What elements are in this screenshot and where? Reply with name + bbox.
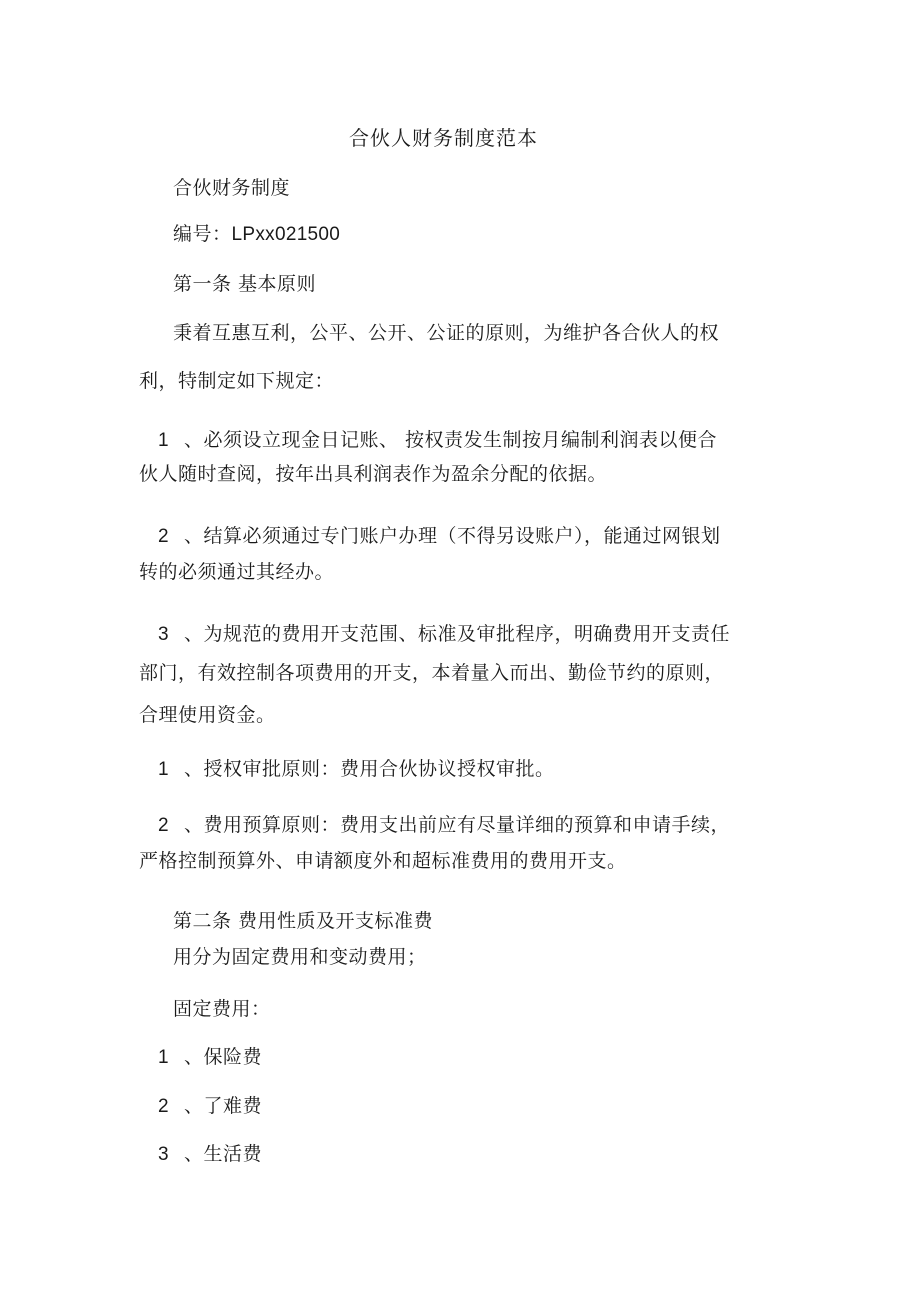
- rule-item-3-line-3: 合理使用资金。: [139, 704, 276, 726]
- fixed-cost-item-2-label: 、了难费: [184, 1095, 263, 1117]
- rule-item-2-line-1: [158, 524, 721, 549]
- fixed-cost-item-1-number: 1: [158, 1047, 170, 1068]
- rule-item-1-line-2: 伙人随时查阅，按年出具利润表作为盈余分配的依据。: [139, 463, 608, 485]
- rule-item-2-line-2: 转的必须通过其经办。: [139, 561, 335, 583]
- document-title: 合伙人财务制度范本: [349, 126, 538, 150]
- document-number-value: LPxx021500: [231, 224, 341, 245]
- article2-line-2: 用分为固定费用和变动费用；: [173, 946, 427, 968]
- rule-item-1-number: 1: [158, 430, 170, 451]
- fixed-cost-item-3-number: 3: [158, 1144, 170, 1165]
- fixed-cost-item-1: [158, 1045, 262, 1070]
- fixed-cost-item-3: [158, 1142, 262, 1167]
- fixed-costs-label: 固定费用：: [173, 998, 271, 1020]
- principle-1-line-1: [158, 757, 555, 782]
- article1-heading: 第一条 基本原则: [173, 273, 317, 295]
- rule-item-1-text: 、必须设立现金日记账、 按权责发生制按月编制利润表以便合: [184, 429, 718, 451]
- principle-2-number: 2: [158, 815, 170, 836]
- principle-2-line-2: 严格控制预算外、申请额度外和超标准费用的费用开支。: [139, 850, 627, 872]
- intro-paragraph-line-1: 秉着互惠互利，公平、公开、公证的原则，为维护各合伙人的权: [173, 322, 720, 344]
- rule-item-3-number: 3: [158, 624, 170, 645]
- fixed-cost-item-2-number: 2: [158, 1096, 170, 1117]
- intro-paragraph-line-2: 利，特制定如下规定：: [139, 370, 335, 392]
- document-number-label: 编号：: [173, 223, 232, 245]
- fixed-cost-item-3-label: 、生活费: [184, 1143, 263, 1165]
- rule-item-3-text: 、为规范的费用开支范围、标准及审批程序，明确费用开支责任: [184, 623, 731, 645]
- rule-item-2-text: 、结算必须通过专门账户办理（不得另设账户），能通过网银划: [184, 525, 721, 547]
- principle-1-text: 、授权审批原则：费用合伙协议授权审批。: [184, 758, 555, 780]
- principle-2-text: 、费用预算原则：费用支出前应有尽量详细的预算和申请手续，: [184, 814, 731, 836]
- fixed-cost-item-1-label: 、保险费: [184, 1046, 263, 1068]
- rule-item-3-line-2: 部门，有效控制各项费用的开支，本着量入而出、勤俭节约的原则，: [139, 662, 725, 684]
- rule-item-3-line-1: [158, 622, 730, 647]
- fixed-cost-item-2: [158, 1094, 262, 1119]
- principle-2-line-1: [158, 813, 730, 838]
- rule-item-2-number: 2: [158, 526, 170, 547]
- article2-heading: 第二条 费用性质及开支标准费: [173, 910, 434, 932]
- rule-item-1-line-1: [158, 428, 717, 453]
- document-subtitle: 合伙财务制度: [173, 177, 291, 199]
- principle-1-number: 1: [158, 759, 170, 780]
- document-number: [173, 222, 340, 247]
